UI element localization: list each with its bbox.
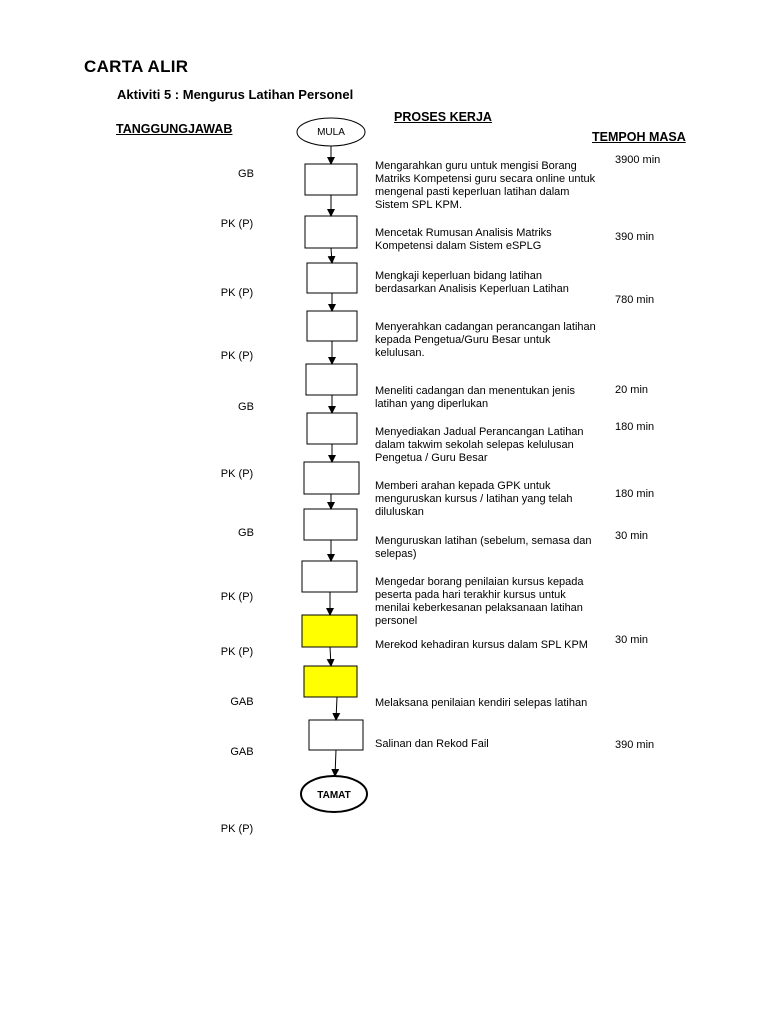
step-description: Memberi arahan kepada GPK untuk menguruskan kursus / latihan yang telah diluluskan	[375, 480, 573, 518]
duration-value: 30 min	[615, 634, 649, 646]
step-description: Mencetak Rumusan Analisis Matriks Kompetensi dalam Sistem eSPLG	[375, 227, 552, 252]
duration-value: 180 min	[615, 488, 655, 500]
role-label: PK (P)	[220, 823, 254, 835]
duration-value: 780 min	[615, 294, 655, 306]
duration-value: 20 min	[615, 384, 649, 396]
end-terminal-label: TAMAT	[317, 790, 351, 801]
duration-value: 180 min	[615, 421, 655, 433]
process-box-12	[309, 720, 363, 750]
role-label: PK (P)	[220, 287, 254, 299]
role-label: PK (P)	[220, 591, 254, 603]
process-box-1	[305, 164, 357, 195]
step-description: Mengedar borang penilaian kursus kepada peserta pada hari terakhir kursus untuk menilai keberkesanan pelaksanaan latihan personel	[375, 576, 584, 627]
step-description: Mengarahkan guru untuk mengisi Borang Matriks Kompetensi guru secara online untuk mengenal pasti keperluan latihan dalam Sistem SPL KPM.	[375, 160, 596, 211]
process-box-5	[306, 364, 357, 395]
process-box-11-highlighted	[304, 666, 357, 697]
start-terminal-label: MULA	[317, 127, 345, 138]
duration-value: 30 min	[615, 530, 649, 542]
responsibility-header: TANGGUNGJAWAB	[116, 122, 233, 136]
duration-header: TEMPOH MASA	[592, 130, 686, 144]
process-header: PROSES KERJA	[394, 110, 492, 124]
role-label: GAB	[230, 696, 254, 708]
page-title: CARTA ALIR	[84, 57, 189, 76]
role-label: GB	[238, 527, 254, 539]
role-label: GB	[238, 401, 254, 413]
role-label: PK (P)	[220, 468, 254, 480]
activity-subtitle: Aktiviti 5 : Mengurus Latihan Personel	[117, 87, 354, 102]
role-label: PK (P)	[220, 350, 254, 362]
step-description: Meneliti cadangan dan menentukan jenis latihan yang diperlukan	[375, 385, 575, 410]
step-description: Mengkaji keperluan bidang latihan berdasarkan Analisis Keperluan Latihan	[375, 270, 569, 295]
process-box-7	[304, 462, 359, 494]
flow-arrow	[330, 647, 331, 666]
step-description: Menyerahkan cadangan perancangan latihan kepada Pengetua/Guru Besar untuk kelulusan.	[375, 321, 596, 359]
role-label: GAB	[230, 746, 254, 758]
flow-arrow	[331, 248, 332, 263]
duration-value: 390 min	[615, 231, 655, 243]
step-description: Merekod kehadiran kursus dalam SPL KPM	[375, 639, 588, 651]
role-label: PK (P)	[220, 646, 254, 658]
step-description: Menyediakan Jadual Perancangan Latihan dalam takwim sekolah selepas kelulusan Pengetua / Guru Besar	[375, 426, 584, 464]
role-label: GB	[238, 168, 254, 180]
process-box-2	[305, 216, 357, 248]
flow-arrow	[336, 697, 337, 720]
process-box-9	[302, 561, 357, 592]
step-description: Salinan dan Rekod Fail	[375, 738, 489, 750]
step-description: Melaksana penilaian kendiri selepas latihan	[375, 697, 588, 709]
role-label: PK (P)	[220, 218, 254, 230]
process-box-4	[307, 311, 357, 341]
process-box-10-highlighted	[302, 615, 357, 647]
flow-arrow	[335, 750, 336, 776]
process-box-8	[304, 509, 357, 540]
process-box-6	[307, 413, 357, 444]
duration-value: 390 min	[615, 739, 655, 751]
step-description: Menguruskan latihan (sebelum, semasa dan selepas)	[375, 535, 592, 560]
duration-value: 3900 min	[615, 154, 661, 166]
process-box-3	[307, 263, 357, 293]
